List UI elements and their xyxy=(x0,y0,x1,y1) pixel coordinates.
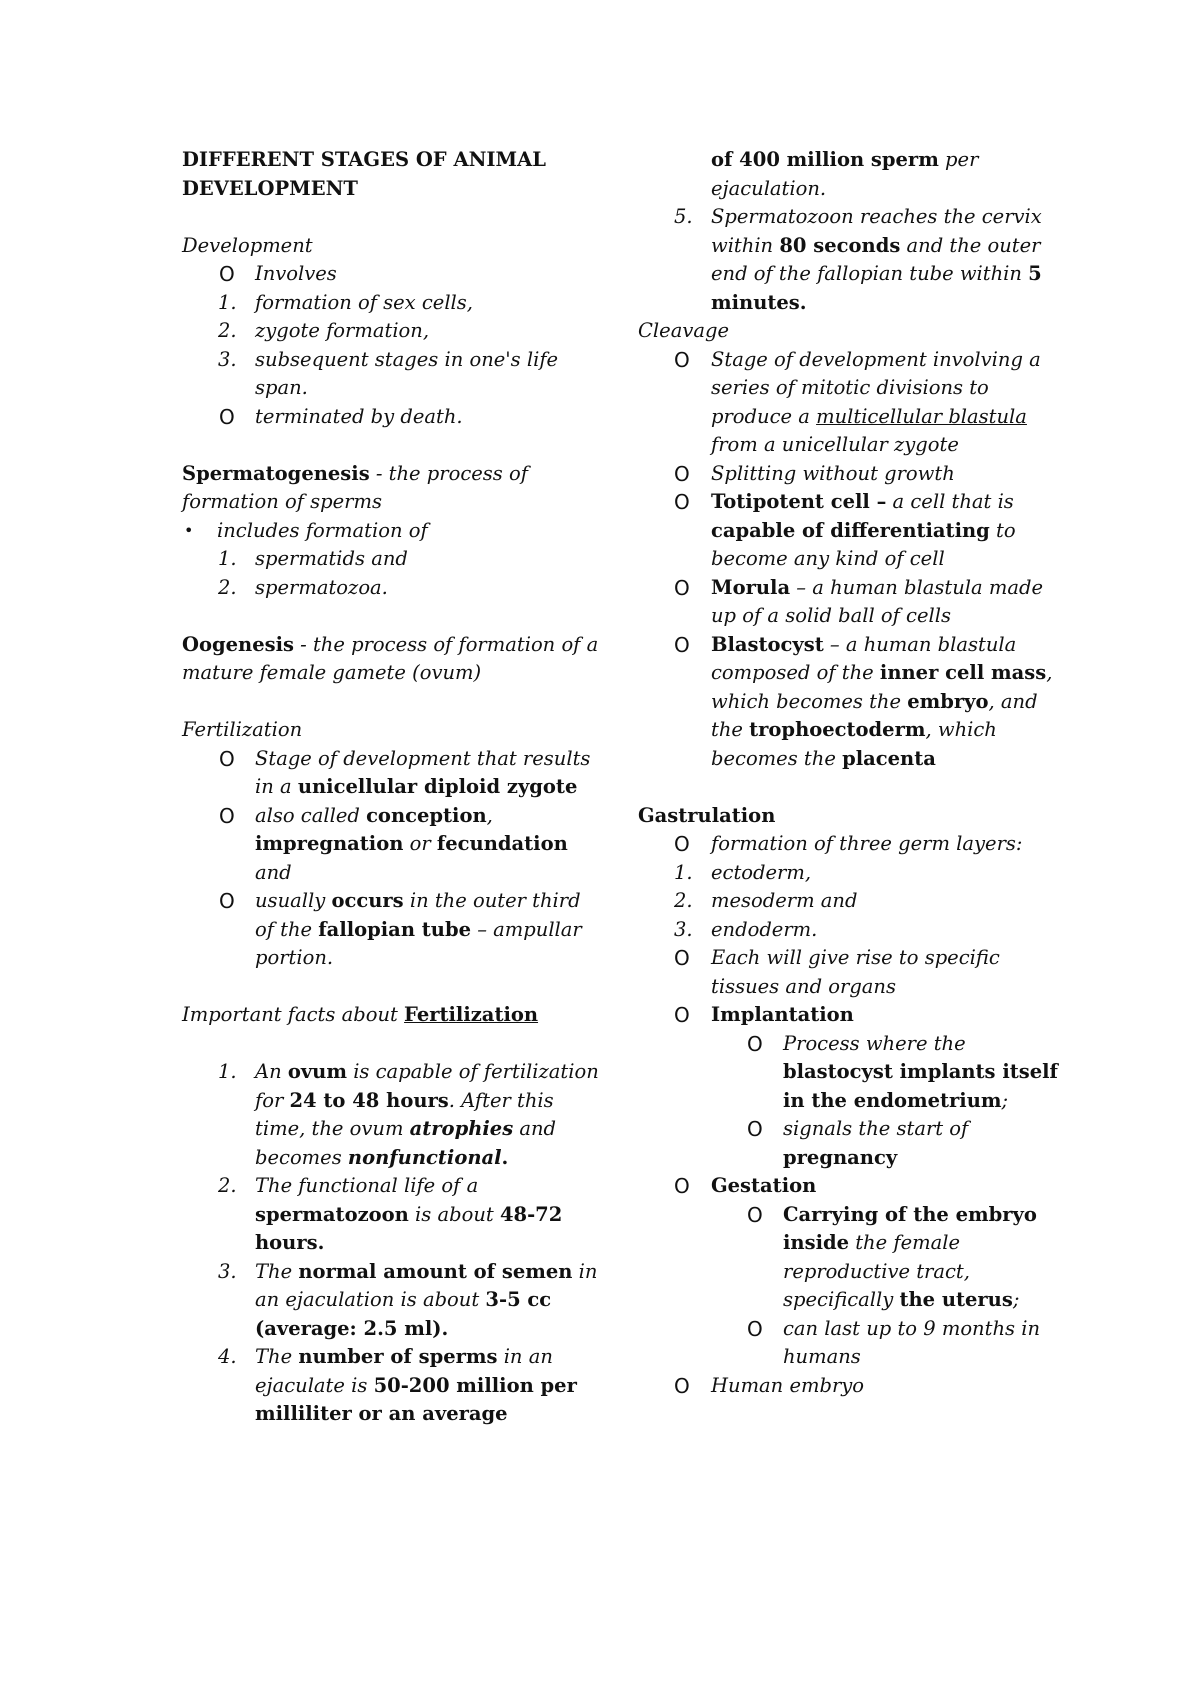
fact-2: 2. The functional life of a spermatozoon is about 48-72 hours. xyxy=(218,1174,563,1254)
circle-bullet-icon: O xyxy=(674,632,690,657)
fact-1: 1. An ovum is capable of fertilization for 24 to 48 hours. After this time, the ovum atrophies and becomes nonfunctional. xyxy=(218,1060,599,1169)
cleavage-bullet-1: O Stage of development involving a series of mitotic divisions to produce a multicellular blastula from a unicellular zygote xyxy=(674,347,1041,456)
implantation-bullet-2: O signals the start of pregnancy xyxy=(747,1117,969,1169)
fact-3: 3. The normal amount of semen in an ejaculation is about 3-5 cc (average: 2.5 ml). xyxy=(218,1259,598,1340)
fact-4-continued: of 400 million sperm per ejaculation. xyxy=(711,148,979,200)
development-item-1: 1. formation of sex cells, xyxy=(218,290,474,314)
circle-bullet-icon: O xyxy=(219,803,235,828)
gastrulation-heading: Gastrulation xyxy=(638,803,776,827)
fertilization-bullet-3: O usually occurs in the outer third of the fallopian tube – ampullar portion. xyxy=(219,889,582,969)
fertilization-heading: Fertilization xyxy=(182,718,303,741)
cleavage-heading: Cleavage xyxy=(638,319,729,342)
circle-bullet-icon: O xyxy=(674,461,690,486)
spermatogenesis-item-2: 2. spermatozoa. xyxy=(218,575,388,599)
fact-5: 5. Spermatozoon reaches the cervix within 80 seconds and the outer end of the fallopian tube within 5 minutes. xyxy=(674,205,1042,314)
circle-bullet-icon: O xyxy=(219,404,235,429)
circle-bullet-icon: O xyxy=(674,1373,690,1398)
fertilization-bullet-2: O also called conception, impregnation or fecundation and xyxy=(219,803,568,884)
circle-bullet-icon: O xyxy=(674,1174,690,1198)
implantation-heading: O Implantation xyxy=(638,1001,1058,1030)
gastrulation-bullet-2: O Each will give rise to specific tissues and organs xyxy=(674,946,1000,998)
circle-bullet-icon: O xyxy=(674,575,690,600)
left-column xyxy=(182,146,602,1429)
cleavage-bullet-2: O Splitting without growth xyxy=(638,460,1058,489)
implantation-bullet-1: O Process where the blastocyst implants itself in the endometrium; xyxy=(747,1031,1058,1112)
circle-bullet-icon: O xyxy=(674,832,690,856)
cleavage-bullet-4: O Morula – a human blastula made up of a solid ball of cells xyxy=(674,575,1044,627)
development-terminated: O terminated by death. xyxy=(182,403,602,432)
gestation-heading: O Gestation xyxy=(638,1172,1058,1201)
oogenesis-definition: Oogenesis - the process of formation of a mature female gamete (ovum) xyxy=(182,632,599,684)
cleavage-bullet-3: O Totipotent cell – a cell that is capable of differentiating to become any kind of cell xyxy=(674,490,1016,570)
facts-heading: Important facts about Fertilization xyxy=(182,1003,539,1026)
bullet-icon: • xyxy=(184,520,194,540)
development-item-2: 2. zygote formation, xyxy=(218,319,430,342)
circle-bullet-icon: O xyxy=(674,490,690,514)
spermatogenesis-definition: Spermatogenesis - the process of formation of sperms xyxy=(182,461,528,513)
circle-bullet-icon: O xyxy=(747,1202,763,1227)
gestation-bullet-2: O can last up to 9 months in humans xyxy=(747,1316,1041,1368)
circle-bullet-icon: O xyxy=(674,946,690,970)
circle-bullet-icon: O xyxy=(747,1031,763,1056)
circle-bullet-icon: O xyxy=(674,1003,690,1027)
spermatogenesis-item-1: 1. spermatids and xyxy=(218,547,408,570)
fertilization-bullet-1: O Stage of development that results in a unicellular diploid zygote xyxy=(219,746,591,798)
gestation-bullet-1: O Carrying of the embryo inside the female reproductive tract, specifically the uterus; xyxy=(747,1202,1037,1311)
circle-bullet-icon: O xyxy=(219,889,235,913)
germ-layer-1: 1. ectoderm, xyxy=(674,860,812,884)
doc-title: DIFFERENT STAGES OF ANIMAL DEVELOPMENT xyxy=(182,148,546,200)
development-item-3: 3. subsequent stages in one's life span. xyxy=(218,347,559,399)
circle-bullet-icon: O xyxy=(747,1117,763,1141)
development-heading: Development xyxy=(182,233,313,257)
spermatogenesis-includes: • includes formation of xyxy=(182,517,602,546)
cleavage-bullet-5: O Blastocyst – a human blastula composed of the inner cell mass, which becomes the embryo, and the trophoectoderm, which becomes the placenta xyxy=(674,632,1053,770)
germ-layer-2: 2. mesoderm and xyxy=(674,889,858,912)
circle-bullet-icon: O xyxy=(219,262,235,286)
circle-bullet-icon: O xyxy=(747,1316,763,1341)
human-embryo-item: O Human embryo xyxy=(638,1372,1058,1401)
gastrulation-bullet-1: O formation of three germ layers: xyxy=(638,830,1058,859)
development-involves: O Involves xyxy=(182,260,602,289)
circle-bullet-icon: O xyxy=(219,746,235,771)
germ-layer-3: 3. endoderm. xyxy=(674,917,818,941)
right-column xyxy=(638,146,1058,1400)
fact-4: 4. The number of sperms in an ejaculate is 50-200 million per milliliter or an average xyxy=(218,1345,577,1425)
circle-bullet-icon: O xyxy=(674,347,690,372)
